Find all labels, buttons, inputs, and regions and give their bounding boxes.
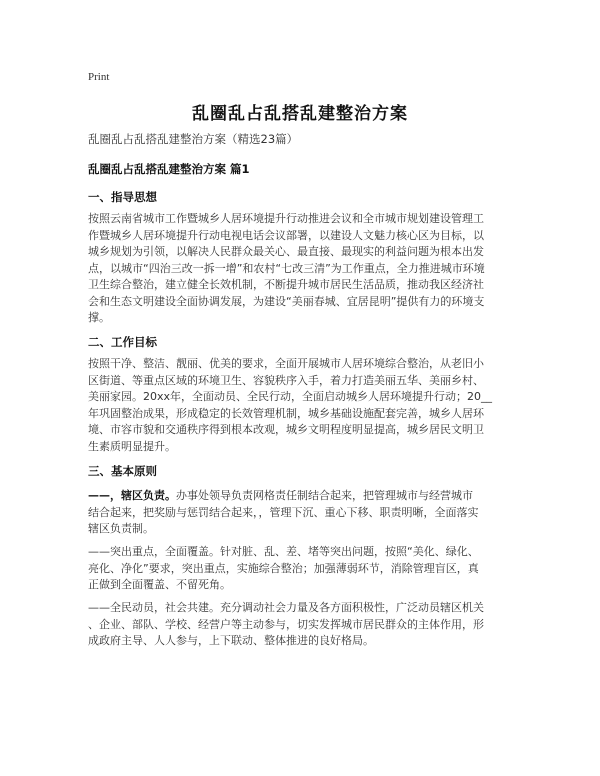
paragraph-line: 按照干净、整洁、靓丽、优美的要求，全面开展城市人居环境综合整治，从老旧小: [88, 357, 484, 370]
paragraph-line: ——全民动员，社会共建。充分调动社会力量及各方面积极性，广泛动员辖区机关: [88, 601, 484, 614]
paragraph-line: 亮化、净化”要求，突出重点，实施综合整治；加强薄弱环节，消除管理盲区，真: [88, 561, 479, 575]
paragraph-line: 点，以城市“四治三改一拆一增”和农村“七改三清”为工作重点，全力推进城市环境: [88, 261, 485, 275]
paragraph-line: 生素质明显提升。: [88, 439, 176, 453]
paragraph-line: 会和生态文明建设全面协调发展，为建设“美丽春城、宜居昆明”提供有力的环境支: [88, 294, 485, 308]
principle-lead: ——，辖区负责。: [88, 489, 176, 502]
paragraph-line: 按照云南省城市工作暨城乡人居环境提升行动推进会议和全市城市规划建设管理工: [88, 212, 484, 225]
paragraph-line: 作暨城乡人居环境提升行动电视电话会议部署，以建设人文魅力核心区为目标，以: [88, 228, 484, 242]
principle-paragraph-district-responsibility: [88, 488, 512, 538]
section-paragraph-guiding-ideology: [88, 211, 512, 327]
document-title: 乱圈乱占乱搭乱建整治方案: [192, 104, 408, 124]
section-paragraph-work-goals: [88, 356, 512, 455]
section-heading-work-goals: 二、工作目标: [88, 335, 157, 349]
principle-paragraph-key-points: [88, 544, 512, 594]
paragraph-line: 城乡规划为引领，以解决人民群众最关心、最直接、最现实的利益问题为根本出发: [88, 245, 484, 258]
paragraph-line: 年巩固整治成果，形成稳定的长效管理机制，城乡基础设施配套完善，城乡人居环: [88, 406, 484, 420]
paragraph-line: 正做到全面覆盖、不留死角。: [88, 578, 231, 591]
paragraph-line: ——突出重点，全面覆盖。针对脏、乱、差、堵等突出问题，按照“美化、绿化、: [88, 545, 479, 558]
section-heading-basic-principles: 三、基本原则: [88, 464, 157, 478]
paragraph-line: 辖区负责制。: [88, 522, 154, 535]
document-subtitle: 乱圈乱占乱搭乱建整治方案（精选23篇）: [88, 132, 299, 146]
paragraph-line: 境、市容市貌和交通秩序得到根本改观，城乡文明程度明显提高，城乡居民文明卫: [88, 423, 484, 436]
paragraph-line: 撑。: [88, 311, 110, 324]
paragraph-line: [88, 488, 512, 505]
paragraph-line: 、企业、部队、学校、经营户等主动参与，切实发挥城市居民群众的主体作用，形: [88, 617, 484, 631]
paragraph-line: 卫生综合整治，建立健全长效机制，不断提升城市居民生活品质，推动我区经济社: [88, 278, 484, 291]
paragraph-line: 区街道、等重点区域的环境卫生、容貌秩序入手，着力打造美丽五华、美丽乡村、: [88, 373, 484, 387]
paragraph-line: 美丽家园。20xx年，全面动员、全民行动，全面启动城乡人居环境提升行动；20__: [88, 390, 493, 403]
principle-lead-rest: 办事处领导负责网格责任制结合起来，把管理城市与经营城市: [176, 489, 473, 502]
article-title: 乱圈乱占乱搭乱建整治方案 篇1: [88, 162, 250, 176]
principle-paragraph-social-mobilization: [88, 600, 512, 650]
section-heading-guiding-ideology: 一、指导思想: [88, 190, 157, 204]
paragraph-line: 结合起来，把奖励与惩罚结合起来，，管理下沉、重心下移、职责明晰，全面落实: [88, 505, 479, 519]
paragraph-line: 成政府主导、人人参与，上下联动、整体推进的良好格局。: [88, 634, 374, 647]
print-label[interactable]: Print: [88, 71, 110, 83]
